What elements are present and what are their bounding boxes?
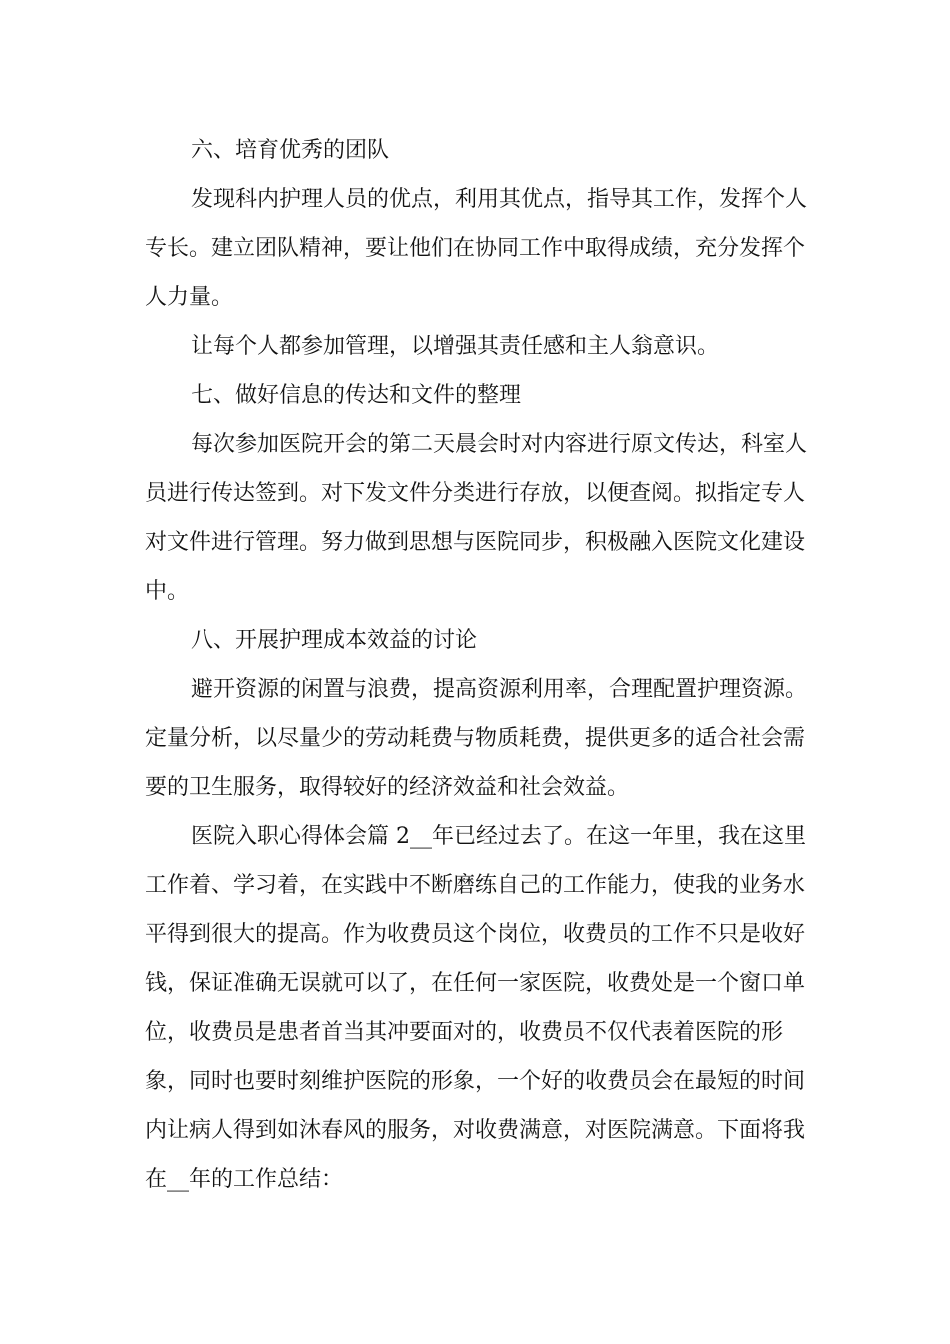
document-body: [145, 126, 825, 1204]
section-heading-six: 六、培育优秀的团队: [191, 138, 390, 163]
paragraph-cost-benefit: 避开资源的闲置与浪费，提高资源利用率，合理配置护理资源。定量分析，以尽量少的劳动耗费与物质耗费，提供更多的适合社会需要的卫生服务，取得较好的经济效益和社会效益。: [145, 677, 808, 800]
section-heading-seven: 七、做好信息的传达和文件的整理: [191, 383, 522, 408]
paragraph-article-two-intro: 医院入职心得体会篇 2__年已经过去了。在这一年里，我在这里工作着、学习着，在实践中不断磨练自己的工作能力，使我的业务水平得到很大的提高。作为收费员这个岗位，收费员的工作不只是收好钱，保证准确无误就可以了，在任何一家医院，收费处是一个窗口单位，收费员是患者首当其冲要面对的，收费员不仅代表着医院的形象，同时也要时刻维护医院的形象，一个好的收费员会在最短的时间内让病人得到如沐春风的服务，对收费满意，对医院满意。下面将我在__年的工作总结：: [145, 824, 806, 1192]
paragraph-information-relay: 每次参加医院开会的第二天晨会时对内容进行原文传达，科室人员进行传达签到。对下发文件分类进行存放，以便查阅。拟指定专人对文件进行管理。努力做到思想与医院同步，积极融入医院文化建设中。: [145, 432, 808, 604]
paragraph-participation: 让每个人都参加管理，以增强其责任感和主人翁意识。: [191, 334, 720, 359]
section-heading-eight: 八、开展护理成本效益的讨论: [191, 628, 478, 653]
paragraph-team-strengths: 发现科内护理人员的优点，利用其优点，指导其工作，发挥个人专长。建立团队精神，要让他们在协同工作中取得成绩，充分发挥个人力量。: [145, 187, 808, 310]
